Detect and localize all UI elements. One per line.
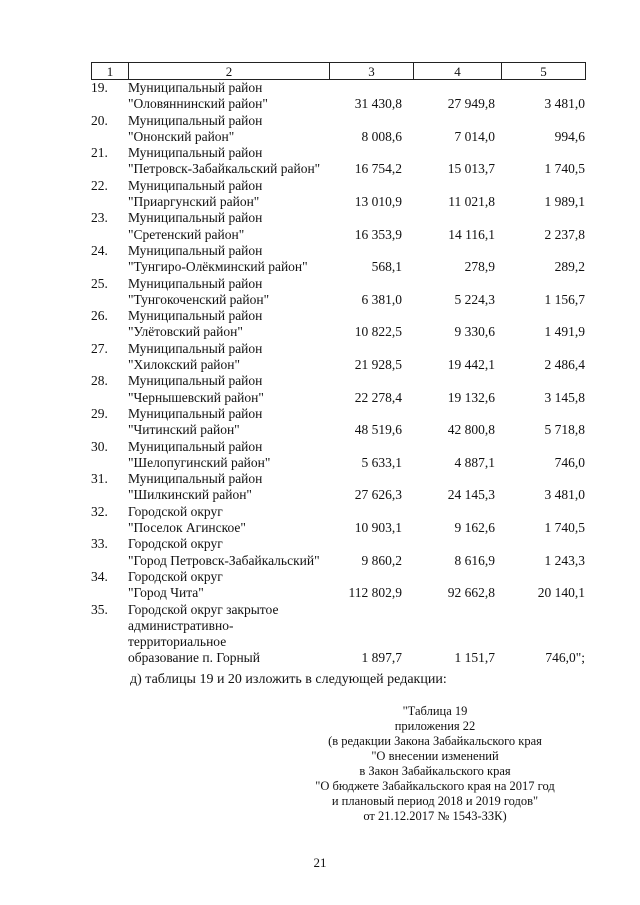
value-c4: 9 330,6 [454, 324, 495, 340]
row-number: 23. [91, 210, 108, 226]
value-c4: 92 662,8 [447, 585, 495, 601]
row-number: 20. [91, 112, 108, 128]
value-c4: 27 949,8 [447, 96, 495, 112]
row-name-line: "Ононский район" [128, 128, 235, 144]
value-c3: 16 754,2 [354, 161, 402, 177]
caption-line: и плановый период 2018 и 2019 годов" [331, 794, 539, 808]
table-row [91, 341, 591, 374]
value-c3: 22 278,4 [354, 389, 402, 405]
row-name-line: Муниципальный район [128, 471, 263, 487]
value-c4: 42 800,8 [447, 422, 495, 438]
row-number: 24. [91, 242, 108, 258]
row-name-line: Муниципальный район [128, 405, 263, 421]
value-c3: 1 897,7 [361, 650, 402, 666]
value-c3: 16 353,9 [354, 226, 402, 242]
value-c5: 1 491,9 [544, 324, 585, 340]
row-number: 28. [91, 373, 108, 389]
value-c3: 48 519,6 [354, 422, 402, 438]
value-c5: 2 486,4 [544, 357, 585, 373]
row-name-line: "Тунгокоченский район" [128, 291, 270, 307]
header-row [92, 63, 586, 80]
row-name-line: Муниципальный район [128, 438, 263, 454]
row-number: 31. [91, 471, 108, 487]
header-col-2: 2 [129, 63, 330, 80]
row-name [128, 439, 328, 472]
table-row [91, 602, 591, 667]
table-row [91, 276, 591, 309]
table-header [91, 62, 586, 80]
header-col-1: 1 [92, 63, 129, 80]
table-row [91, 439, 591, 472]
value-c5: 1 740,5 [544, 520, 585, 536]
value-c3: 568,1 [371, 259, 402, 275]
value-c5: 746,0 [554, 454, 585, 470]
row-name-line: Муниципальный район [128, 210, 263, 226]
caption-line: "О бюджете Забайкальского края на 2017 год [315, 779, 555, 793]
value-c3: 9 860,2 [361, 552, 402, 568]
row-name-line: "Оловяннинский район" [128, 96, 268, 112]
value-c3: 5 633,1 [361, 454, 402, 470]
row-name [128, 243, 328, 276]
row-name-line: Муниципальный район [128, 373, 263, 389]
row-name-line: "Приаргунский район" [128, 194, 260, 210]
table-row [91, 373, 591, 406]
table-row [91, 406, 591, 439]
row-name [128, 145, 328, 178]
caption-line: (в редакции Закона Забайкальского края [328, 734, 542, 748]
value-c3: 6 381,0 [361, 291, 402, 307]
row-name-line: "Сретенский район" [128, 226, 245, 242]
row-name-line: "Улётовский район" [128, 324, 243, 340]
row-name-line: "Петровск-Забайкальский район" [128, 161, 321, 177]
row-name-line: "Поселок Агинское" [128, 520, 246, 536]
table-row [91, 569, 591, 602]
row-name-line: "Чернышевский район" [128, 389, 264, 405]
row-name-line: Городской округ закрытое [128, 601, 279, 617]
value-c4: 15 013,7 [447, 161, 495, 177]
table-row [91, 308, 591, 341]
row-name [128, 504, 328, 537]
row-name-line: Муниципальный район [128, 80, 263, 95]
row-name [128, 210, 328, 243]
row-name-line: Муниципальный район [128, 177, 263, 193]
value-c3: 112 802,9 [348, 585, 402, 601]
row-name [128, 569, 328, 602]
row-name [128, 113, 328, 146]
table-caption [270, 704, 600, 824]
value-c4: 19 442,1 [447, 357, 495, 373]
value-c4: 14 116,1 [448, 226, 495, 242]
value-c4: 8 616,9 [454, 552, 495, 568]
value-c3: 10 903,1 [354, 520, 402, 536]
value-c3: 13 010,9 [354, 194, 402, 210]
row-name [128, 471, 328, 504]
table-row [91, 243, 591, 276]
row-number: 27. [91, 340, 108, 356]
table-row [91, 178, 591, 211]
row-number: 35. [91, 601, 108, 617]
row-name-line: Муниципальный район [128, 242, 263, 258]
row-name-line: "Шилкинский район" [128, 487, 252, 503]
value-c4: 278,9 [464, 259, 495, 275]
value-c5: 5 718,8 [544, 422, 585, 438]
header-col-3: 3 [330, 63, 414, 80]
row-name-line: "Читинский район" [128, 422, 240, 438]
row-number: 29. [91, 405, 108, 421]
caption-line: "О внесении изменений [371, 749, 499, 763]
value-c5: 994,6 [554, 128, 585, 144]
row-name [128, 341, 328, 374]
row-name-line: Городской округ [128, 536, 223, 552]
row-name-line: Муниципальный район [128, 340, 263, 356]
value-c5: 3 481,0 [544, 96, 585, 112]
table-row [91, 145, 591, 178]
row-name-line: Муниципальный район [128, 308, 263, 324]
row-name-line: Городской округ [128, 503, 223, 519]
row-name-line: Муниципальный район [128, 145, 263, 161]
value-c4: 5 224,3 [454, 291, 495, 307]
row-name [128, 373, 328, 406]
value-c3: 10 822,5 [354, 324, 402, 340]
row-name-line: Муниципальный район [128, 112, 263, 128]
value-c5: 20 140,1 [537, 585, 585, 601]
row-name [128, 536, 328, 569]
value-c4: 9 162,6 [454, 520, 495, 536]
row-name [128, 276, 328, 309]
value-c5: 3 145,8 [544, 389, 585, 405]
value-c3: 27 626,3 [354, 487, 402, 503]
row-name-line: "Шелопугинский район" [128, 454, 271, 470]
row-name-line: образование п. Горный [128, 650, 260, 666]
value-c5: 1 740,5 [544, 161, 585, 177]
table-row [91, 504, 591, 537]
row-number: 22. [91, 177, 108, 193]
row-name [128, 308, 328, 341]
value-c3: 21 928,5 [354, 357, 402, 373]
row-number: 26. [91, 308, 108, 324]
page-number: 21 [313, 855, 327, 870]
caption-line: в Закон Забайкальского края [359, 764, 511, 778]
row-name-line: "Город Петровск-Забайкальский" [128, 552, 320, 568]
row-number: 25. [91, 275, 108, 291]
row-name-line: Городской округ [128, 568, 223, 584]
row-number: 30. [91, 438, 108, 454]
row-number: 34. [91, 568, 108, 584]
caption-line: от 21.12.2017 № 1543-ЗЗК) [363, 809, 507, 823]
row-name-line: "Тунгиро-Олёкминский район" [128, 259, 308, 275]
row-name-line: административно- [128, 617, 234, 633]
table-row [91, 80, 591, 113]
value-c5: 289,2 [554, 259, 585, 275]
table-row [91, 113, 591, 146]
value-c5: 2 237,8 [544, 226, 585, 242]
value-c4: 4 887,1 [454, 454, 495, 470]
row-number: 19. [91, 80, 108, 95]
table-body [91, 80, 591, 667]
value-c5: 746,0"; [545, 650, 585, 666]
row-name-line: территориальное [128, 634, 227, 650]
header-col-5: 5 [502, 63, 586, 80]
caption-line: приложения 22 [394, 719, 476, 733]
row-name [128, 602, 328, 667]
row-name [128, 178, 328, 211]
value-c4: 11 021,8 [448, 194, 495, 210]
row-number: 33. [91, 536, 108, 552]
value-c4: 1 151,7 [454, 650, 495, 666]
value-c4: 7 014,0 [454, 128, 495, 144]
table-row [91, 536, 591, 569]
row-number: 32. [91, 503, 108, 519]
value-c3: 8 008,6 [361, 128, 402, 144]
value-c5: 1 156,7 [544, 291, 585, 307]
value-c3: 31 430,8 [354, 96, 402, 112]
table-row [91, 210, 591, 243]
value-c5: 1 243,3 [544, 552, 585, 568]
row-name-line: Муниципальный район [128, 275, 263, 291]
table-row [91, 471, 591, 504]
caption-line: "Таблица 19 [402, 704, 468, 718]
amendment-paragraph: д) таблицы 19 и 20 изложить в следующей редакции: [130, 672, 447, 687]
value-c4: 24 145,3 [447, 487, 495, 503]
row-name-line: "Хилокский район" [128, 357, 241, 373]
row-name [128, 80, 328, 113]
row-name [128, 406, 328, 439]
value-c5: 1 989,1 [544, 194, 585, 210]
value-c4: 19 132,6 [447, 389, 495, 405]
row-number: 21. [91, 145, 108, 161]
row-name-line: "Город Чита" [128, 585, 204, 601]
header-col-4: 4 [414, 63, 502, 80]
value-c5: 3 481,0 [544, 487, 585, 503]
